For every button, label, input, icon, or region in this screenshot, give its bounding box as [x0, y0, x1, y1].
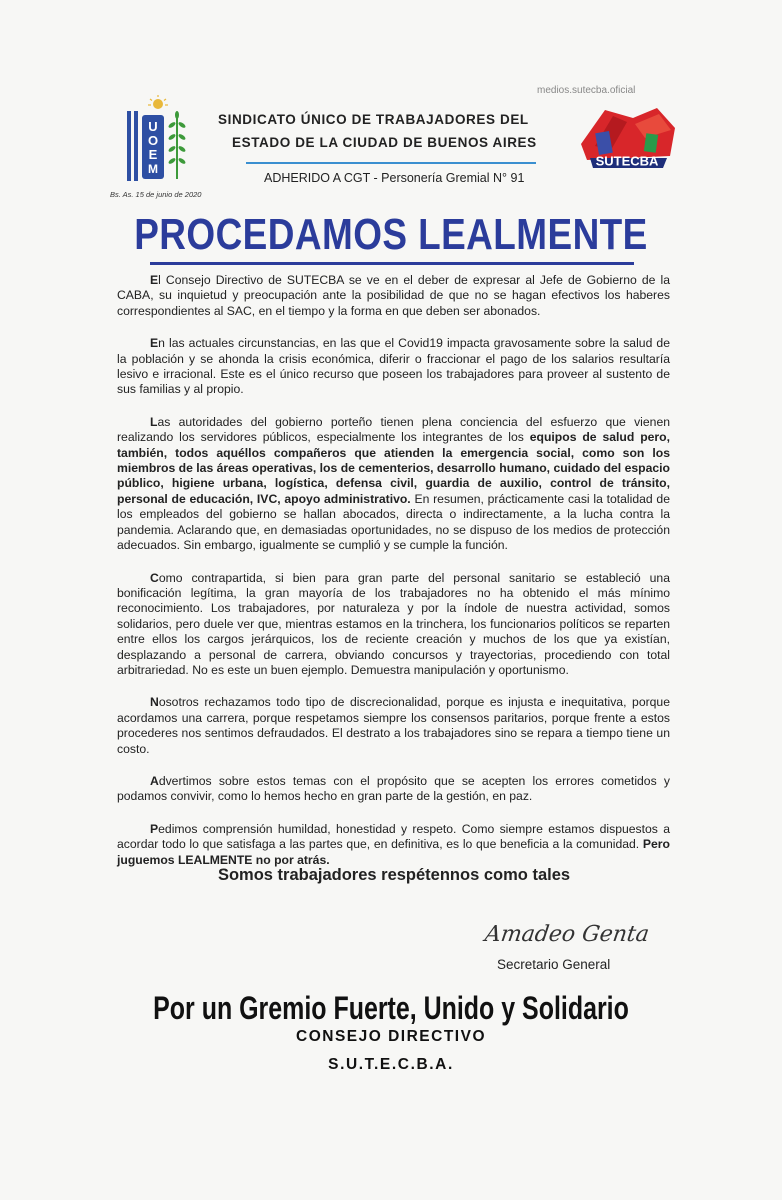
paragraph-text: dvertimos sobre estos temas con el propósito que se acepten los errores cometidos y podamos convivir, como lo hemos hecho en gran parte de la gestión, en paz. [117, 773, 670, 804]
signatory-title: Secretario General [497, 957, 611, 972]
uoem-logo-letter: E [148, 147, 158, 162]
body-paragraph [117, 336, 670, 398]
council-name: CONSEJO DIRECTIVO [296, 1028, 486, 1045]
paragraph-text: osotros rechazamos todo tipo de discrecionalidad, porque es injusta e inequitativa, porque acordamos una carrera, porque respetamos siempre los consensos paritarios, porque frente a estos procederes nos sentimos defraudados. El destrato a los trabajadores sino se repara a tiempo tiene un costo. [117, 695, 670, 756]
paragraph-text: edimos comprensión humildad, honestidad y respeto. Como siempre estamos dispuestos a acordar todo lo que satisfaga a las partes que, en definitiva, es lo que beneficia a la comunidad. [117, 821, 670, 852]
paragraph-emphasis: equipos de salud pero, también, todos aquéllos compañeros que atienden la emergencia social, como son los miembros de las áreas operativas, los de cementerios, desarrollo humano, cuidado del espacio público, higiene urbana, logística, defensa civil, guardia de auxilio, control de tránsito, personal de educación, IVC, apoyo administrativo. [117, 430, 670, 506]
body-paragraph [117, 695, 670, 757]
uoem-logo [125, 95, 190, 185]
signature: Amadeo Genta [483, 922, 651, 947]
body-paragraph [117, 822, 670, 868]
union-motto: Por un Gremio Fuerte, Unido y Solidario [153, 990, 629, 1026]
paragraph-text: as autoridades del gobierno porteño tienen plena conciencia del esfuerzo que vienen realizando los servidores públicos, especialmente los integrantes de los [117, 414, 670, 445]
body-paragraph [117, 415, 670, 554]
body-paragraph [117, 774, 670, 805]
document-body [117, 273, 670, 885]
paragraph-text: l Consejo Directivo de SUTECBA se ve en el deber de expresar al Jefe de Gobierno de la CABA, su inquietud y preocupación ante la posibilidad de que no se hagan efectivos los haberes correspondientes al SAC, en el tiempo y la forma en que deben ser abonados. [117, 273, 670, 318]
uoem-logo-letter: U [148, 119, 158, 134]
sutecba-logo-text: SUTECBA [595, 153, 659, 169]
social-handle: medios.sutecba.oficial [537, 85, 636, 96]
paragraph-initial: A [150, 773, 159, 788]
paragraph-text: En resumen, prácticamente casi la totalidad de los empleados del gobierno se hallan abocados, directa o indirectamente, a la lucha contra la pandemia. Aclarando que, en demasiadas oportunidades, no se dispuso de los medios de protección adecuados. Sin embargo, igualmente se cumplió y se cumple la función. [117, 491, 670, 553]
paragraph-initial: L [150, 414, 158, 429]
paragraph-text: omo contrapartida, si bien para gran parte del personal sanitario se estableció una bonificación legítima, la gran mayoría de los trabajadores no ha obtenido el más mínimo reconocimiento. Los trabajadores, por naturaleza y por la índole de nuestra actividad, somos solidarios, pero duele ver que, mientras estamos en la trinchera, los funcionarios políticos se reparten entre ellos los cargos jerárquicos, los de reciente creación y muchos de los que ya existían, desplazando a personal de carrera, obviando concursos y trayectorias, procediendo con total arbitrariedad. No es este un buen ejemplo. Demuestra manipulación y oportunismo. [117, 570, 670, 677]
paragraph-initial: E [150, 336, 159, 351]
paragraph-emphasis: Pero juguemos LEALMENTE no por atrás. [117, 837, 670, 867]
paragraph-initial: C [150, 570, 159, 585]
body-paragraph [117, 571, 670, 679]
union-acronym: S.U.T.E.C.B.A. [328, 1056, 454, 1073]
body-paragraph [117, 273, 670, 319]
document-date: Bs. As. 15 de junio de 2020 [110, 190, 202, 199]
title-underline [150, 262, 634, 265]
paragraph-initial: P [150, 821, 159, 836]
union-name-line2: ESTADO DE LA CIUDAD DE BUENOS AIRES [232, 135, 537, 150]
header-divider [246, 162, 536, 164]
union-affiliation: ADHERIDO A CGT - Personería Gremial N° 91 [264, 171, 525, 185]
paragraph-initial: N [150, 695, 159, 710]
paragraph-text: n las actuales circunstancias, en las que el Covid19 impacta gravosamente sobre la salud de la población y se ahonda la crisis económica, diferir o fraccionar el pago de los salarios resultaría lesivo e irracional. Este es el único recurso que poseen los trabajadores para proveer al sustento de sus familias y al propio. [117, 336, 670, 397]
uoem-logo-letter: M [148, 162, 158, 176]
uoem-logo-letter: O [147, 133, 159, 148]
union-name-line1: SINDICATO ÚNICO DE TRABAJADORES DEL [218, 112, 529, 127]
closing-statement: Somos trabajadores respétennos como tales [217, 866, 571, 884]
sutecba-logo [575, 98, 680, 180]
paragraph-initial: E [150, 273, 159, 287]
document-title: PROCEDAMOS LEALMENTE [134, 210, 648, 259]
